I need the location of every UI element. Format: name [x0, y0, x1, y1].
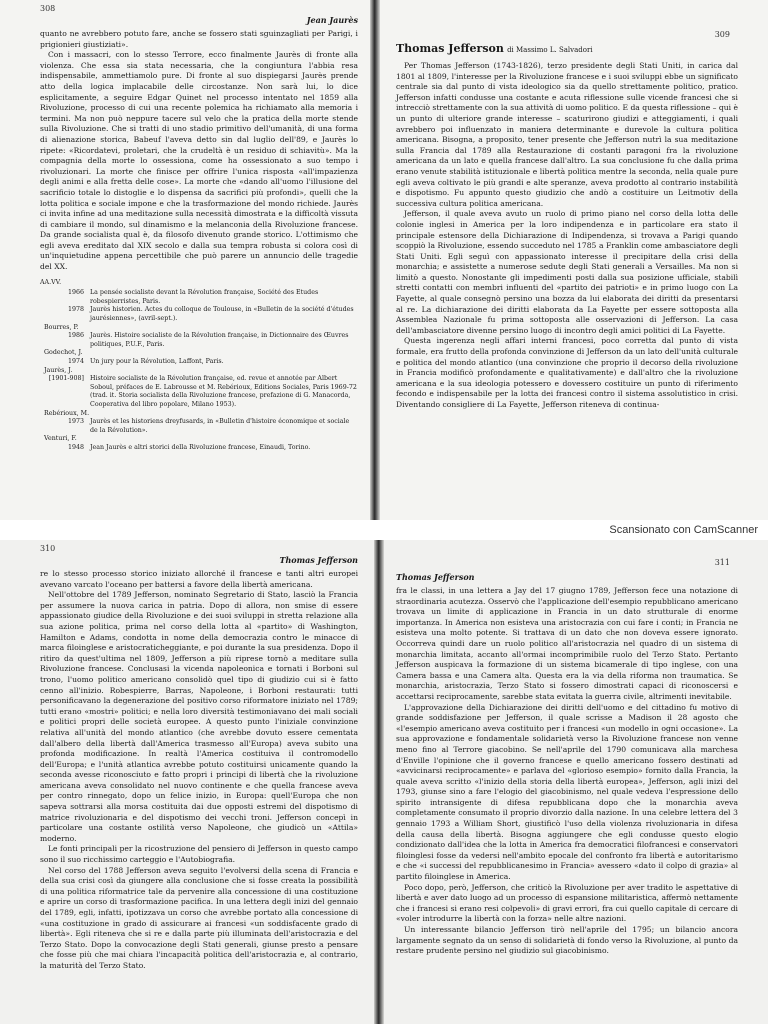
paragraph: quanto ne avrebbero potuto fare, anche se fossero stati sguinzagliati per Parigi, i prigionieri giustiziati».: [40, 29, 358, 49]
bib-entry: 1986 Jaurès. Histoire socialiste de la Révolution française, in Dictionnaire des Œuvres politiques, P.U.F., Paris.: [67, 332, 349, 348]
bib-author: Jaurès, J.: [44, 366, 73, 374]
bibliography: [40, 279, 358, 453]
running-head: Thomas Jefferson: [396, 572, 475, 582]
paragraph: Con i massacri, con lo stesso Terrore, ecco finalmente Jaurès di fronte alla violenza. Che essa sia stata necessaria, che la congiuntura l'abbia resa indispensabile, ammettiamolo pure. Di fronte al suo dispiegarsi Jaurès prende atto della logica implacabile delle circostanze. Non sarà lui, lo dice esplicitamente, a seguire Edgar Quinet nel processo intentato nel 1859 alla Rivoluzione, processo di cui una recente polemica ha richiamato alla memoria i termini. Ma non può neppure tacere sul velo che la pratica della morte stende sulla Rivoluzione. Che si tratti di uno stadio primitivo dell'umanità, di una forma di alienazione storica, Babeuf l'aveva detto sin dal luglio dell'89, e Jaurès lo ripete: «Ricordatevi, proletari, che la crudeltà è un residuo di schiavitù». Ma la compagnia della morte lo ossessiona, come ha ossessionato a suo tempo i rivoluzionari. La morte che finisce per offrire l'unica risposta «all'impazienza degli animi e alla fretta delle cose». La morte che «dando all'uomo l'illusione del sacrificio totale lo distoglie e lo dispensa da sacrifici più profondi», quelli che la lotta politica e sociale impone e che la trasformazione del mondo richiede. Jaurès ci invita infine ad una meditazione sulla necessità dimostrata e la difficoltà vissuta di cambiare il mondo, sul dinamismo e la melanconia della Rivoluzione francese. Da grande socialista qual è, da filosofo divenuto grande storico. L'ottimismo che egli aveva ereditato dal XIX secolo e dalla sua tempra robusta si colora così di un'inquietudine appena percettibile che può parere un annuncio delle tragedie del XX.: [40, 50, 358, 272]
chapter-title: [396, 42, 738, 55]
page-number: 309: [714, 30, 730, 39]
book-spine: [370, 0, 380, 520]
bib-author: Rebérioux, M.: [44, 409, 90, 417]
paragraph: re lo stesso processo storico iniziato allorché il francese e tanti altri europei avevano varcato l'oceano per battersi a favore della libertà americana.: [40, 569, 358, 589]
paragraph: L'approvazione della Dichiarazione dei diritti dell'uomo e del cittadino fu motivo di grande soddisfazione per Jefferson, il quale scrisse a Madison il 28 agosto che «l'esempio americano aveva costituito per i francesi «un modello in ogni occasione». La sua approvazione e fondamentale solidarietà verso la Rivoluzione francese non venne meno fino al Terrore giacobino. Se nell'aprile del 1790 comunicava alla marchesa d'Enville l'opinione che il governo francese e quello americano fossero destinati ad «avvicinarsi reciprocamente» e parlava del «glorioso esempio» fornito dalla Francia, la quale aveva scritto «l'inizio della storia della libertà europea», Jefferson, agli inizi del 1793, giunse sino a fare l'elogio del giacobinismo, nel quale vedeva l'espressione dello spirito intransigente di difesa repubblicana dopo che la monarchia aveva completamente consumato il proprio divorzio dalla nazione. In una celebre lettera del 3 gennaio 1793 a William Short, giustificò l'uso della violenza rivoluzionaria in difesa della causa della libertà. Bisogna aggiungere che egli condusse questo elogio condizionato dall'idea che la lotta in America fra democratici filofrancesi e conservatori filoinglesi fosse da vedersi nell'ambito epocale del confronto fra libertà e autoritarismo e che «i successi del repubblicanesimo in Francia» avessero «dato il colpo di grazia» al partito filoinglese in America.: [396, 702, 738, 882]
page-number: 308: [40, 4, 56, 13]
chapter-title-text: Thomas Jefferson: [396, 42, 504, 55]
paragraph: Jefferson, il quale aveva avuto un ruolo di primo piano nel corso della lotta delle colonie inglesi in America per la loro indipendenza e in particolare era stato il principale estensore della Dichiarazione di Indipendenza, si trovava a Parigi quando scoppiò la Rivoluzione, essendo succeduto nel 1785 a Franklin come ambasciatore degli Stati Uniti. Egli seguì con appassionato interesse il precipitare della crisi della monarchia; e assistette a numerose sedute degli Stati generali a Versailles. Ma non si limitò a questo. Nonostante gli impedimenti posti dalla sua posizione ufficiale, stabilì stretti contatti con membri influenti del «partito dei patrioti» e in primo luogo con La Fayette, al quale consegnò persino una bozza da lui elaborata dei diritti da presentarsi al re. La dichiarazione dei diritti elaborata da La Fayette per essere sottoposta alla Assemblea Nazionale fu prima sottoposta alle osservazioni di Jefferson. La casa dell'ambasciatore divenne persino luogo di incontro degli amici politici di La Fayette.: [396, 209, 738, 335]
page-310: [0, 540, 372, 1024]
bib-entry: 1974 Un jury pour la Révolution, Laffont, Paris.: [67, 358, 224, 365]
running-head: Jean Jaurès: [306, 15, 358, 25]
bib-author: Godechot, J.: [44, 349, 83, 357]
paragraph: Le fonti principali per la ricostruzione del pensiero di Jefferson in questo campo sono il suo ricchissimo carteggio e l'Autobiografia.: [40, 844, 358, 865]
bibliography-heading: AA.VV.: [40, 278, 62, 286]
bib-author: Bourres, P.: [44, 323, 79, 331]
bib-entry: 1966 La pensée socialiste devant la Révolution française, Société des Etudes robespierristes, Paris.: [67, 289, 319, 305]
bib-entry: 1978 Jaurès historien. Actes du colloque de Toulouse, in «Bulletin de la société d'études jaurésiennes», (avril-sept.).: [67, 306, 354, 323]
page-308: [0, 0, 372, 520]
paragraph: Per Thomas Jefferson (1743-1826), terzo presidente degli Stati Uniti, in carica dal 1801 al 1809, l'interesse per la Rivoluzione francese e i suoi sviluppi ebbe un significato centrale sia dal punto di vista ideologico sia da quello strettamente politico, pratico. Jefferson infatti condusse una costante e acuta riflessione sulle vicende francesi che si intrecciò strettamente con la sua attività di uomo politico. E da questa riflessione – qui è un punto di ulteriore grande interesse – scaturirono giudizi e atteggiamenti, i quali avrebbero poi influenzato in maniera determinante e durevole la cultura politica americana. Bisogna, a proposito, tener presente che Jefferson nutrì la sua meditazione sulla Francia dal 1789 alla Restaurazione di costanti paragoni fra la rivoluzione americana da un lato e quella francese dall'altro. La sua conclusione fu che dalla prima erano venute stabilità istituzionale e libertà politica mentre la seconda, nella quale pure egli aveva coltivato le più grandi e alte speranze, aveva prodotto al contrario instabilità e dispotismo. Fu appunto questo giudizio che andò a costituire un Leitmotiv della successiva cultura politica americana.: [396, 61, 738, 208]
paragraph: Poco dopo, però, Jefferson, che criticò la Rivoluzione per aver tradito le aspettative di libertà e aver dato luogo ad un processo di espansione militaristica, affermò nettamente che i francesi si erano resi colpevoli» di gravi errori, fra cui quello capitale di cercare di «voler introdurre la libertà con la forza» nelle altre nazioni.: [396, 882, 738, 924]
page-number: 310: [40, 544, 56, 553]
bib-entry: [1901-908] Histoire socialiste de la Révolution française, ed. revue et annotée par Albert Soboul, préfaces de E. Labrousse et M. Rebérioux, Editions Sociales, Paris 1969-72 (trad. it. Storia socialista della Rivoluzione francese, prefazione di G. Manacorda, Cooperativa del libro popolare, Milano 1953).: [48, 375, 357, 408]
bib-entry: 1948 Jean Jaurès e altri storici della Rivoluzione francese, Einaudi, Torino.: [67, 443, 311, 451]
scan-watermark: Scansionato con CamScanner: [609, 524, 758, 536]
paragraph: Questa ingerenza negli affari interni francesi, poco corretta dal punto di vista formale, era frutto della profonda convinzione di Jefferson da un lato dell'unità culturale e politica del mondo atlantico (una convinzione che proprio il decorso della rivoluzione in Francia modificò profondamente e qualitativamente) e dall'altro che la rivoluzione americana e la sua ideologia potessero e dovessero costituire un punto di riferimento fecondo e indispensabile per la lotta dei francesi contro il sistema assolutistico in crisi. Diventando consigliere di La Fayette, Jefferson riteneva di continua-: [396, 336, 738, 409]
bib-author: Venturi, F.: [44, 435, 77, 443]
page-311: [380, 540, 768, 1024]
bottom-book-spread: [0, 540, 768, 1024]
paragraph: Nell'ottobre del 1789 Jefferson, nominato Segretario di Stato, lasciò la Francia per assumere la nuova carica in patria. Dopo di allora, non smise di essere appassionato giudice della Rivoluzione e dei suoi sviluppi in stretta relazione alla sua azione politica, prima nel corso della lotta al «partito» di Washington, Hamilton e Adams, condotta in nome della democrazia contro le minacce di marca filoinglese e aristocraticheggiante, e poi durante la sua presidenza. Dopo il ritiro da quest'ultima nel 1809, Jefferson a più riprese tornò a meditare sulla Rivoluzione francese. Conclusasi la vicenda napoleonica e tornati i Borboni sul trono, l'uomo politico americano consolidò quel tipo di giudizio cui si è fatto cenno all'inizio. Robespierre, Barras, Napoleone, i Borboni restaurati: tutti personificavano la degenerazione del positivo corso riformatore iniziato nel 1789; tutti erano «mostri» politici; e nella loro diversità testimoniavano dei mali sociali e politici propri delle società europee. A questo punto l'iniziale convinzione relativa all'unità del mondo atlantico (che avrebbe dovuto essere cementata dall'albero della libertà dall'America trasmesso all'Europa) aveva subito una profonda modificazione. In realtà l'America costituiva il contromodello dell'Europa; e l'unità atlantica avrebbe potuto costituirsi unicamente quando la seconda avesse riconosciuto e fatto propri i principi di libertà che la rivoluzione americana aveva consolidato nel nuovo continente e che quella francese aveva per contro rinnegato, dopo un felice inizio, in Europa: quell'Europa che non sapeva sottrarsi alla morsa costituita dai due opposti estremi del dispotismo di matrice rivoluzionaria e del dispotismo dei vecchi troni. Jefferson concepì in particolare una costante ostilità verso Napoleone, che giudicò un «Attila» moderno.: [40, 590, 358, 843]
chapter-author: di Massimo L. Salvadori: [507, 46, 593, 54]
page-number: 311: [714, 558, 730, 567]
running-head: Thomas Jefferson: [279, 555, 358, 565]
page-309: [380, 0, 768, 520]
paragraph: Nel corso del 1788 Jefferson aveva seguito l'evolversi della scena di Francia e della sua crisi così da giungere alla conclusione che si fosse creata la possibilità di una politica riformatrice tale da pervenire alla concessione di una costituzione e aprire un corso di trasformazione pacifica. In una lettera degli inizi del gennaio del 1789, egli, infatti, ipotizzava un corso che avrebbe portato alla concessione di «una costituzione in grado di assicurare ai francesi «un soddisfacente grado di libertà». Egli riteneva che si re e dalla parte più illuminata dell'aristocrazia e del Terzo Stato. Dopo la convocazione degli Stati generali, giunse presto a pensare che fosse più che mai chiara l'incapacità politica dell'aristocrazia e, al contrario, la maturità del Terzo Stato.: [40, 865, 358, 970]
paragraph: Un interessante bilancio Jefferson tirò nell'aprile del 1795; un bilancio ancora largamente segnato da un senso di solidarietà di fondo verso la Rivoluzione, al punto da restare prudente persino nel giudizio sul giacobinismo.: [396, 925, 738, 956]
bib-entry: 1973 Jaurès et les historiens dreyfusards, in «Bulletin d'histoire économique et sociale de la Révolution».: [67, 418, 350, 434]
paragraph: fra le classi, in una lettera a Jay del 17 giugno 1789, Jefferson fece una notazione di straordinaria acutezza. Osservò che l'applicazione dell'esempio repubblicano americano trovava un limite di applicazione in Francia in un dato strutturale di enorme importanza. In America non esisteva una aristocrazia con cui fare i conti; in Francia ne esisteva una molto potente. Si trattava di un dato che non doveva essere ignorato. Occorreva quindi dare un ruolo politico all'aristocrazia nel quadro di un sistema di monarchia limitata, accanto all'ormai incomprimibile ruolo del Terzo Stato. Pertanto Jefferson auspicava la formazione di un sistema bicamerale di tipo inglese, con una Camera bassa e una Camera alta. Questa era la via della riforma non traumatica. Se monarchia, aristocrazia, Terzo Stato si fossero dimostrati capaci di riconoscersi e accettarsi reciprocamente, sarebbe stata evitata la guerra civile, altrimenti inevitabile.: [396, 586, 738, 701]
